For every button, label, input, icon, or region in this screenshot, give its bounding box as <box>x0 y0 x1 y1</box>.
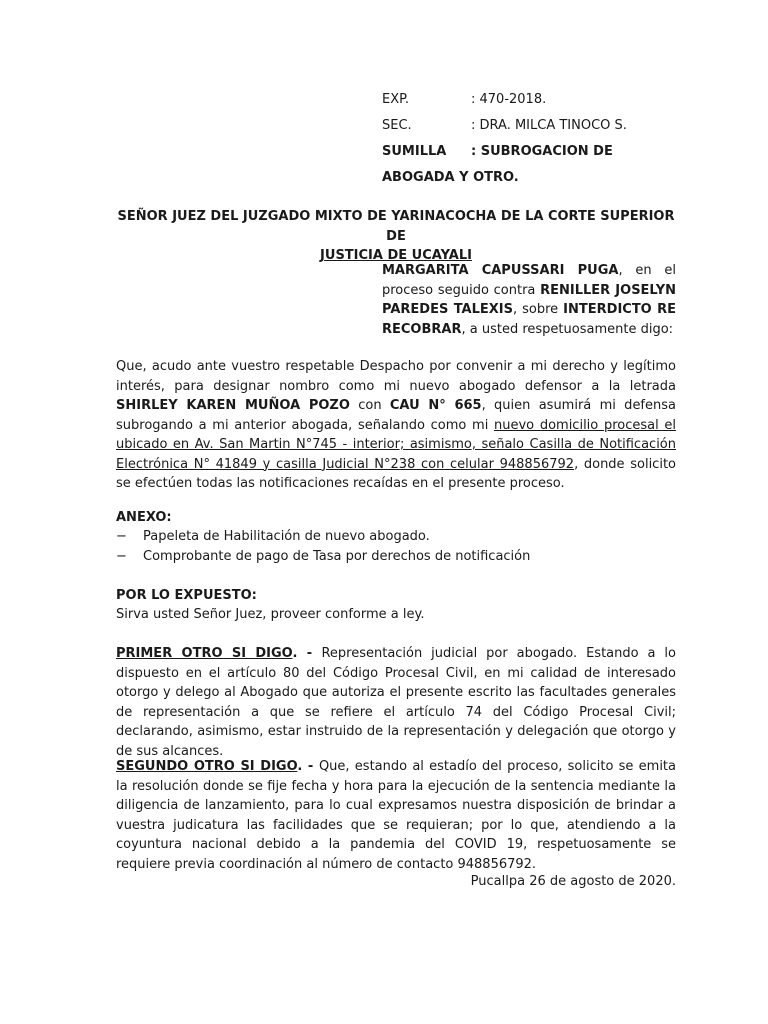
sumilla-value-2: ABOGADA Y OTRO. <box>382 170 519 185</box>
annex-title: ANEXO: <box>116 510 172 525</box>
sumilla-label: SUMILLA <box>382 144 447 159</box>
primer-otrosi-sep: . - <box>292 646 322 661</box>
procedural-address: nuevo domicilio procesal el ubicado en Av. San Martin N°745 - interior; asimismo, señalo Casilla de Notificación Electrónica N° 41849 y casilla Judicial N°238 con celular 948856792 <box>116 417 677 472</box>
primer-otrosi-title: PRIMER OTRO SI DIGO <box>116 646 293 661</box>
sumilla-row-2 <box>382 167 682 193</box>
segundo-otrosi-title: SEGUNDO OTRO SI DIGO <box>116 759 298 774</box>
annex-item-2: Comprobante de pago de Tasa por derechos de notificación <box>143 549 531 564</box>
annex-list <box>116 527 676 567</box>
dash-icon: − <box>116 549 127 564</box>
expuesto-text: Sirva usted Señor Juez, proveer conforme a ley. <box>116 607 425 622</box>
expuesto-title: POR LO EXPUESTO: <box>116 588 257 603</box>
primer-otrosi-text: Representación judicial por abogado. Estando a lo dispuesto en el artículo 80 del Código Procesal Civil, en mi calidad de interesado otorgo y delego al Abogado que autoriza el presente escrito las facultades generales de representación a que se refiere el artículo 74 del Código Procesal Civil; declarando, asimismo, estar instruido de la representación y delegación que otorgo y de sus alcances. <box>116 646 676 759</box>
main-text-3: , quien asumirá mi defensa subrogando a mi anterior abogada, señalando como mi <box>116 398 676 433</box>
case-matter: INTERDICTO RE RECOBRAR <box>382 302 677 337</box>
list-item <box>116 547 676 567</box>
sec-label: SEC. <box>382 118 412 133</box>
main-paragraph <box>116 357 676 494</box>
dash-icon: − <box>116 529 127 544</box>
segundo-otrosi-paragraph <box>116 757 676 874</box>
list-item <box>116 527 676 547</box>
exp-value: : 470-2018. <box>471 92 547 107</box>
sec-row <box>382 115 682 141</box>
exp-row <box>382 89 682 115</box>
main-text-1: Que, acudo ante vuestro respetable Despacho por convenir a mi derecho y legítimo interés, para designar nombro como mi nuevo abogado defensor a la letrada <box>116 359 676 394</box>
primer-otrosi-paragraph <box>116 644 676 761</box>
sumilla-row <box>382 141 682 167</box>
plaintiff-name: MARGARITA CAPUSSARI PUGA <box>382 263 619 278</box>
lawyer-name: SHIRLEY KAREN MUÑOA POZO <box>116 398 350 413</box>
sumilla-value: : SUBROGACION DE <box>471 144 613 159</box>
party-text-3: , a usted respetuosamente digo: <box>461 321 674 337</box>
defendant-name: RENILLER JOSELYN PAREDES TALEXIS <box>382 282 676 317</box>
main-text-4: , donde solicito se efectúen todas las notificaciones recaídas en el presente proceso. <box>116 456 676 491</box>
sec-value: : DRA. MILCA TINOCO S. <box>471 118 627 133</box>
court-addressee <box>116 207 676 266</box>
party-intro <box>382 261 676 339</box>
case-header <box>382 89 682 193</box>
signature-date: Pucallpa 26 de agosto de 2020. <box>470 874 676 889</box>
main-text-2: con <box>349 398 390 413</box>
segundo-otrosi-sep: . - <box>297 759 319 774</box>
court-line-1: SEÑOR JUEZ DEL JUZGADO MIXTO DE YARINACOCHA DE LA CORTE SUPERIOR DE <box>117 209 675 244</box>
party-text-1: , en el proceso seguido contra <box>382 263 677 298</box>
segundo-otrosi-text: Que, estando al estadío del proceso, solicito se emita la resolución donde se fije fecha y hora para la ejecución de la sentencia mediante la diligencia de lanzamiento, para lo cual expresamos nuestra disposición de brindar a vuestra judicatura las facilidades que se requieran; por lo que, atendiendo a la coyuntura nacional debido a la pandemia del COVID 19, respetuosamente se requiere previa coordinación al número de contacto 948856792. <box>116 759 676 872</box>
court-line-2: JUSTICIA DE UCAYALI <box>320 248 472 263</box>
exp-label: EXP. <box>382 92 410 107</box>
party-text-2: , sobre <box>513 302 564 317</box>
cau-number: CAU N° 665 <box>389 398 482 413</box>
annex-item-1: Papeleta de Habilitación de nuevo abogado. <box>143 529 430 544</box>
